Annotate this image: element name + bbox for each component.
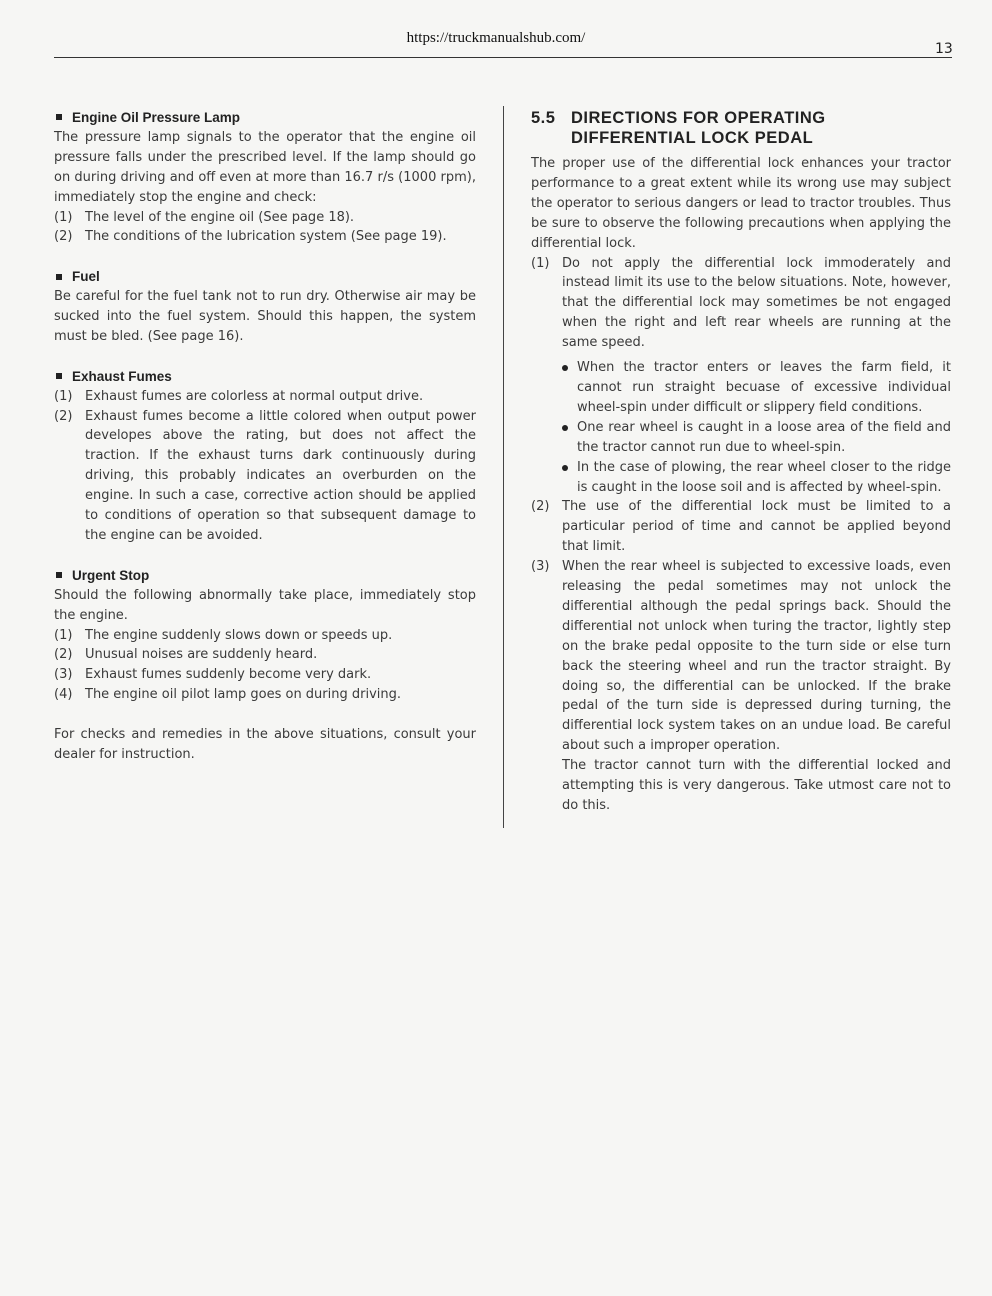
list-item: (2) The conditions of the lubrication system (See page 19). (54, 229, 447, 245)
section-body: The pressure lamp signals to the operator that the engine oil pressure falls under the prescribed level. If the lamp should go on during driving and off even at more than 16.7 r/s (1000 rpm), immediately stop the engine and check: (54, 129, 476, 205)
list-item: (1) Do not apply the differential lock immoderately and instead limit its use to the below situations. Note, however, that the differential lock may sometimes be not engaged when the right and left rear wheels are running at the same speed. (531, 255, 951, 351)
header-rule (54, 57, 952, 58)
list-item: (1) The level of the engine oil (See page 18). (54, 209, 355, 225)
list-item: (4) The engine oil pilot lamp goes on during driving. (54, 687, 402, 703)
section-urgent-stop (54, 566, 476, 705)
bullet-dot-icon (562, 365, 568, 371)
list-item: (2) The use of the differential lock must be limited to a particular period of time and cannot be applied beyond that limit. (531, 499, 951, 555)
right-column (531, 108, 951, 816)
section-heading: Fuel (54, 267, 476, 287)
bullet-dot-icon (562, 465, 568, 471)
intro-paragraph: The proper use of the differential lock enhances your tractor performance to a great extent while its wrong use may subject the operator to serious dangers or lead to tractor troubles. Thus be sure to observe the following precautions when applying the differential lock. (531, 156, 951, 251)
section-heading: Exhaust Fumes (54, 367, 476, 387)
bullet-dot-icon (562, 425, 568, 431)
list-item: (1) The engine suddenly slows down or speeds up. (54, 627, 393, 643)
left-column (54, 108, 476, 765)
bullet-list (531, 358, 951, 497)
list-item: (2) Exhaust fumes become a little colored when output power developes above the rating, but does not affect the traction. If the exhaust turns dark continuously during driving, this probably indicates an overburden on the engine. In such a case, corrective action should be applied to conditions of operation so that subsequent damage to the engine can be avoided. (54, 408, 476, 543)
section-heading: Engine Oil Pressure Lamp (54, 108, 476, 128)
section-title: 5.5 DIRECTIONS FOR OPERATING DIFFERENTIAL LOCK PEDAL (531, 109, 826, 147)
section-body: Should the following abnormally take place, immediately stop the engine. (54, 587, 476, 623)
bullet-item: One rear wheel is caught in a loose area of the field and the tractor cannot run due to wheel-spin. (531, 418, 951, 458)
source-url: https://truckmanualshub.com/ (406, 30, 586, 46)
section-fuel (54, 267, 476, 347)
page-number: 13 (935, 41, 953, 57)
list-item: (1) Exhaust fumes are colorless at normal output drive. (54, 388, 424, 404)
bullet-item: In the case of plowing, the rear wheel closer to the ridge is caught in the loose soil and is affected by wheel-spin. (531, 458, 951, 498)
list-item: (3) Exhaust fumes suddenly become very dark. (54, 667, 372, 683)
warning-paragraph: The tractor cannot turn with the differential locked and attempting this is very dangerous. Take utmost care not to do this. (562, 758, 951, 813)
square-bullet-icon (56, 274, 62, 280)
section-number: 5.5 (531, 109, 556, 127)
square-bullet-icon (56, 572, 62, 578)
section-heading: Urgent Stop (54, 566, 476, 586)
square-bullet-icon (56, 114, 62, 120)
closing-paragraph: For checks and remedies in the above situations, consult your dealer for instruction. (54, 727, 476, 762)
column-divider (503, 106, 504, 828)
section-exhaust-fumes (54, 367, 476, 546)
section-engine-oil-pressure-lamp (54, 108, 476, 247)
list-item: (2) Unusual noises are suddenly heard. (54, 647, 318, 663)
square-bullet-icon (56, 373, 62, 379)
section-body: Be careful for the fuel tank not to run dry. Otherwise air may be sucked into the fuel system. Should this happen, the system must be bled. (See page 16). (54, 289, 476, 344)
bullet-item: When the tractor enters or leaves the farm field, it cannot run straight becuase of excessive individual wheel-spin under difficult or slippery field conditions. (531, 358, 951, 418)
list-item: (3) When the rear wheel is subjected to excessive loads, even releasing the pedal sometimes may not unlock the differential although the pedal springs back. Should the differential not unlock when turing the tractor, lightly step on the brake pedal opposite to the turn side or else turn back the steering wheel and run the tractor straight. By doing so, the differential can be unlocked. If the brake pedal of the turn side is depressed during turning, the differential lock system takes on an undue load. Be careful about such a improper operation. (531, 559, 951, 754)
